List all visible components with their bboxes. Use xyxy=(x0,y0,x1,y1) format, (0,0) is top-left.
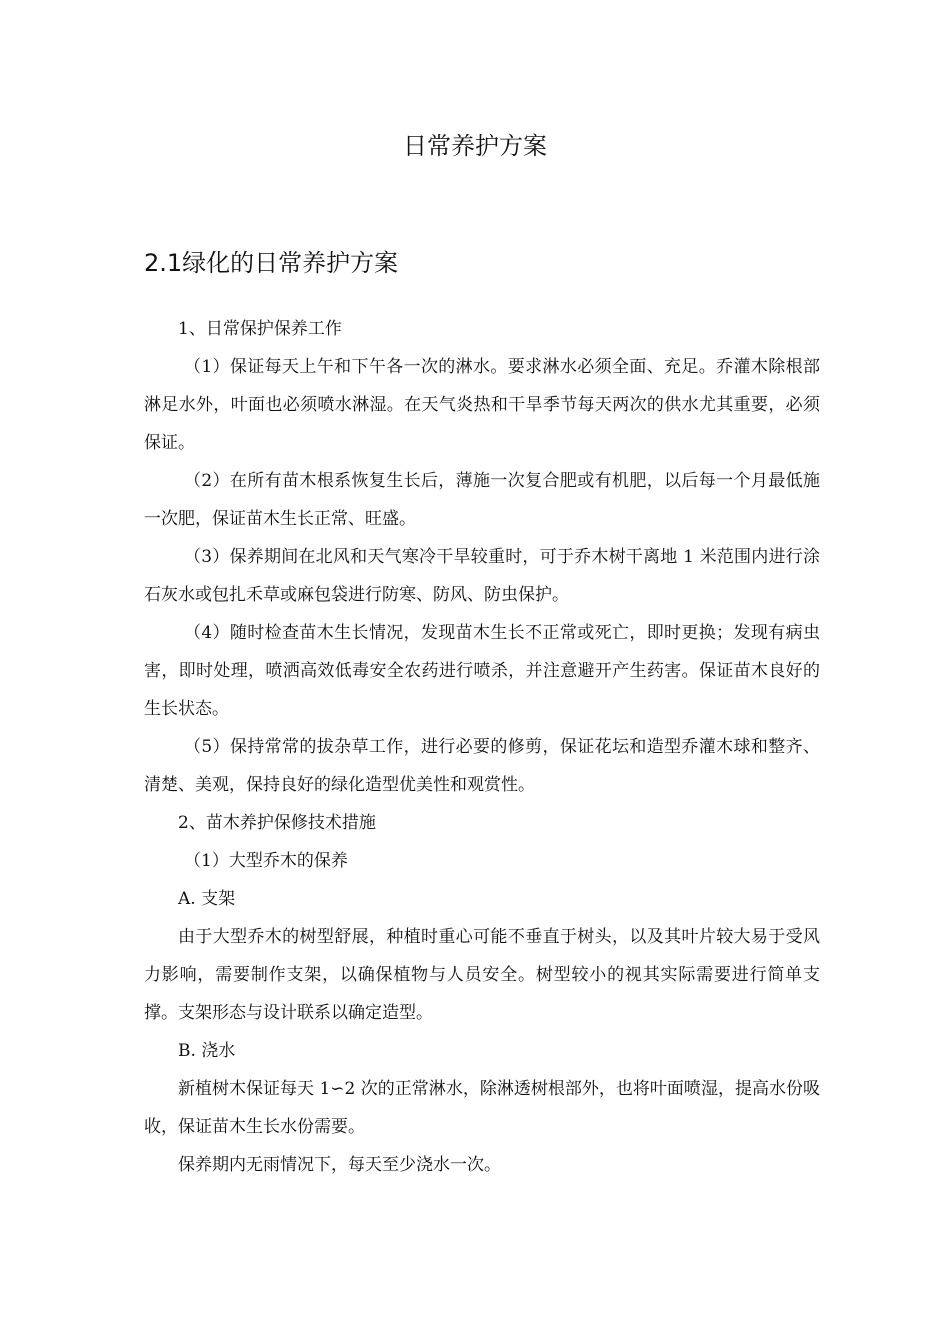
section-heading: 2.1绿化的日常养护方案 xyxy=(144,249,399,277)
paragraph: 1、日常保护保养工作 xyxy=(178,319,342,339)
paragraph: 保养期内无雨情况下，每天至少浇水一次。 xyxy=(178,1155,501,1175)
paragraph: （1）大型乔木的保养 xyxy=(184,851,348,871)
paragraph: （3）保养期间在北风和天气寒冷干旱较重时，可于乔木树干离地 1 米范围内进行涂石灰水或包扎禾草或麻包袋进行防寒、防风、防虫保护。 xyxy=(144,547,820,605)
document-title: 日常养护方案 xyxy=(403,132,547,160)
paragraph: 新植树木保证每天 1∽2 次的正常淋水，除淋透树根部外，也将叶面喷湿，提高水份吸收，保证苗木生长水份需要。 xyxy=(144,1079,820,1137)
paragraph: （4）随时检查苗木生长情况，发现苗木生长不正常或死亡，即时更换；发现有病虫害，即时处理，喷洒高效低毒安全农药进行喷杀，并注意避开产生药害。保证苗木良好的生长状态。 xyxy=(144,623,820,719)
paragraph: 由于大型乔木的树型舒展，种植时重心可能不垂直于树头，以及其叶片较大易于受风力影响，需要制作支架，以确保植物与人员安全。树型较小的视其实际需要进行简单支撑。支架形态与设计联系以确定造型。 xyxy=(144,927,820,1023)
paragraph: （5）保持常常的拔杂草工作，进行必要的修剪，保证花坛和造型乔灌木球和整齐、清楚、美观，保持良好的绿化造型优美性和观赏性。 xyxy=(144,737,820,795)
paragraph: （1）保证每天上午和下午各一次的淋水。要求淋水必须全面、充足。乔灌木除根部淋足水外，叶面也必须喷水淋湿。在天气炎热和干旱季节每天两次的供水尤其重要，必须保证。 xyxy=(144,357,820,453)
paragraph: 2、苗木养护保修技术措施 xyxy=(178,813,376,833)
paragraph: A. 支架 xyxy=(178,889,236,909)
document-content xyxy=(144,310,820,1184)
paragraph: B. 浇水 xyxy=(178,1041,236,1061)
paragraph: （2）在所有苗木根系恢复生长后，薄施一次复合肥或有机肥，以后每一个月最低施一次肥，保证苗木生长正常、旺盛。 xyxy=(144,471,820,529)
